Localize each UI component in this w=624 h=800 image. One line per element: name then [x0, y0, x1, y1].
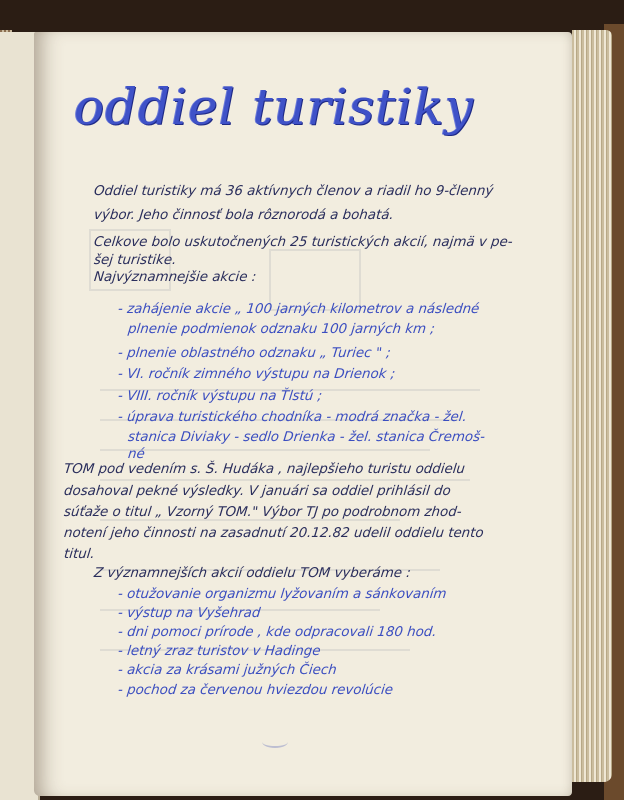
list-item: - zahájenie akcie „ 100 jarných kilometrov a následné: [117, 302, 481, 317]
text-line: Z významnejších akcií oddielu TOM vyberáme :: [93, 566, 412, 581]
text-line: TOM pod vedením s. Š. Hudáka , najlepšieho turistu oddielu: [63, 462, 466, 477]
page-title: oddiel turistiky: [74, 78, 475, 136]
list-item: - výstup na Vyšehrad: [117, 606, 262, 621]
list-item: - pochod za červenou hviezdou revolúcie: [117, 683, 394, 698]
text-line: výbor. Jeho činnosť bola rôznorodá a bohatá.: [93, 208, 395, 223]
list-item: stanica Diviaky - sedlo Drienka - žel. stanica Čremoš-: [127, 430, 486, 445]
text-line: Najvýznamnejšie akcie :: [93, 270, 258, 285]
list-item: - úprava turistického chodníka - modrá značka - žel.: [117, 410, 468, 425]
text-line: titul.: [63, 547, 96, 562]
list-item: - otužovanie organizmu lyžovaním a sánkovaním: [117, 587, 448, 602]
text-line: Oddiel turistiky má 36 aktívnych členov a riadil ho 9-členný: [93, 184, 495, 199]
page-edges: [572, 30, 612, 782]
text-line: notení jeho činnosti na zasadnutí 20.12.82 udelil oddielu tento: [63, 526, 485, 541]
pencil-mark: [262, 736, 288, 748]
list-item: - dni pomoci prírode , kde odpracovali 180 hod.: [117, 625, 438, 640]
list-item: - akcia za krásami južných Čiech: [117, 663, 338, 678]
list-item: - letný zraz turistov v Hadinge: [117, 644, 322, 659]
text-line: šej turistike.: [93, 253, 178, 268]
list-item: - plnenie oblastného odznaku „ Turiec " ;: [117, 346, 392, 361]
list-item: - VI. ročník zimného výstupu na Drienok ;: [117, 367, 396, 382]
text-line: dosahoval pekné výsledky. V januári sa oddiel prihlásil do: [63, 484, 452, 499]
text-line: Celkove bolo uskutočnených 25 turistických akcií, najmä v pe-: [93, 235, 514, 250]
text-line: súťaže o titul „ Vzorný TOM." Výbor TJ po podrobnom zhod-: [63, 505, 463, 520]
list-item: - VIII. ročník výstupu na Ťlstú ;: [117, 389, 323, 404]
list-item: plnenie podmienok odznaku 100 jarných km ;: [127, 322, 436, 337]
list-item: né: [127, 447, 146, 462]
